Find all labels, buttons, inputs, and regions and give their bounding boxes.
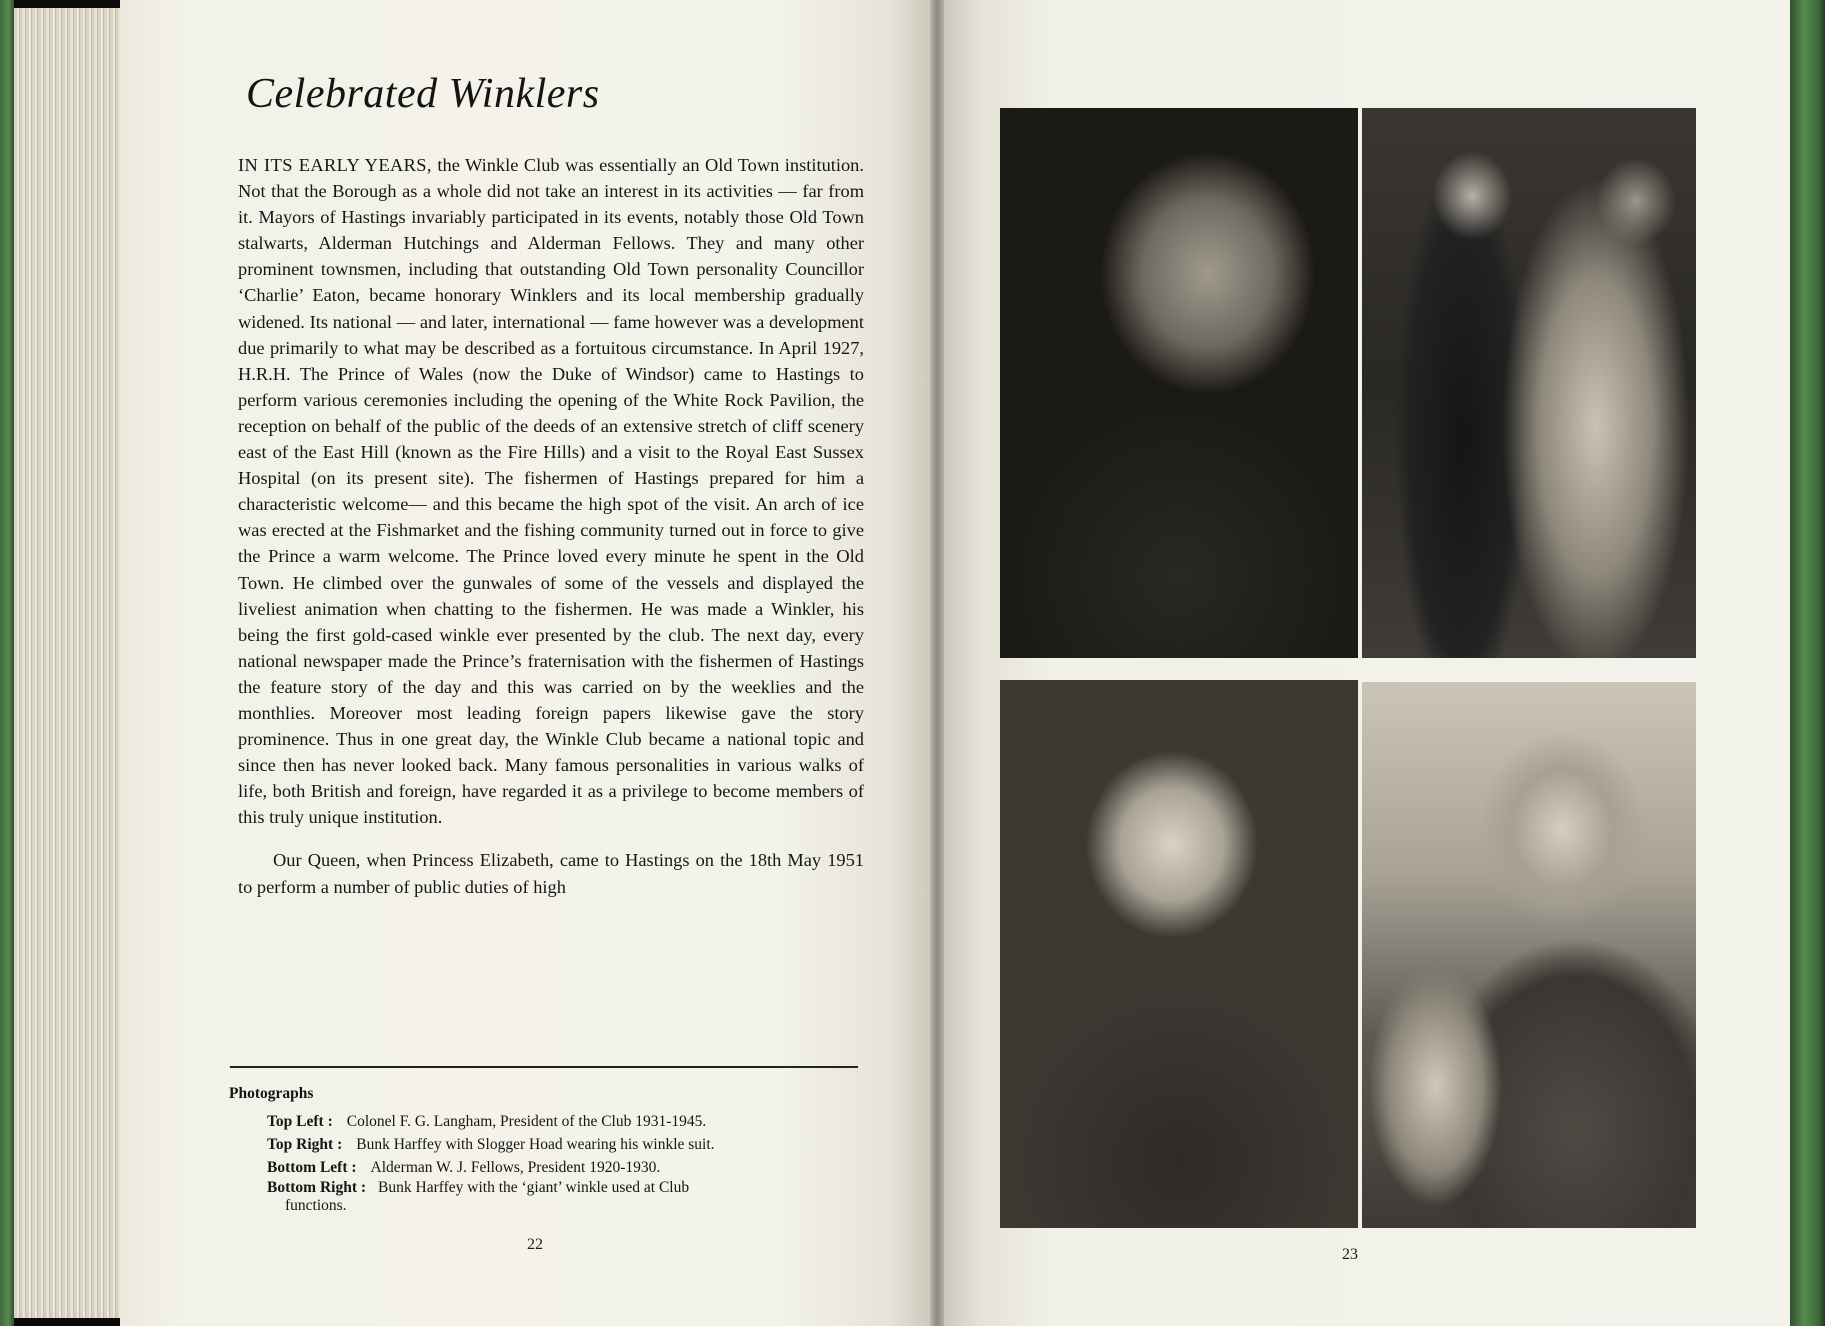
footnote-rule (230, 1066, 858, 1068)
caption-text: Bunk Harffey with the ‘giant’ winkle used at Club (378, 1179, 690, 1196)
book-cover-edge-left (0, 0, 14, 1326)
caption-key: Top Left : (267, 1113, 333, 1130)
caption-bottom-right (267, 1179, 859, 1215)
paragraph-2: Our Queen, when Princess Elizabeth, came to Hastings on the 18th May 1951 to perform a number of public duties of high (238, 850, 864, 897)
page-number-right: 23 (1342, 1246, 1358, 1263)
book-cover-edge-right (1790, 0, 1825, 1326)
paragraph-1 (238, 152, 864, 830)
photo-top-left-portrait (1000, 108, 1358, 658)
caption-text: Bunk Harffey with Slogger Hoad wearing his winkle suit. (356, 1136, 715, 1153)
caption-bottom-left (229, 1156, 859, 1179)
body-text (238, 152, 864, 900)
caption-key: Top Right : (267, 1136, 343, 1153)
page-edges (14, 8, 124, 1318)
photo-captions (229, 1110, 859, 1215)
page-title: Celebrated Winklers (246, 71, 600, 117)
paragraph-1-text: the Winkle Club was essentially an Old Town institution. Not that the Borough as a whole did not take an interest in its activities — far from it. Mayors of Hastings invariably participated in its events, notably those Old Town stalwarts, Alderman Hutchings and Alderman Fellows. They and many other prominent townsmen, including that outstanding Old Town personality Councillor ‘Charlie’ Eaton, became honorary Winklers and its local membership gradually widened. Its national — and later, international — fame however was a development due primarily to what may be described as a fortuitous circumstance. In April 1927, H.R.H. The Prince of Wales (now the Duke of Windsor) came to Hastings to perform various ceremonies including the opening of the White Rock Pavilion, the reception on behalf of the public of the deeds of an extensive stretch of cliff scenery east of the East Hill (known as the Fire Hills) and a visit to the Royal East Sussex Hospital (on its present site). The fishermen of Hastings prepared for him a characteristic welcome— and this became the high spot of the visit. An arch of ice was erected at the Fishmarket and the fishing community turned out in force to give the Prince a warm welcome. The Prince loved every minute he spent in the Old Town. He climbed over the gunwales of some of the vessels and displayed the liveliest animation when chatting to the fishermen. He was made a Winkler, his being the first gold-cased winkle ever presented by the club. The next day, every national newspaper made the Prince’s fraternisation with the fishermen of Hastings the feature story of the day and this was carried on by the weeklies and the monthlies. Moreover most leading foreign papers likewise gave the story prominence. Thus in one great day, the Winkle Club became a national topic and since then has never looked back. Many famous personalities in various walks of life, both British and foreign, have regarded it as a privilege to become members of this truly unique institution. (238, 155, 864, 828)
photographs-heading: Photographs (229, 1085, 314, 1102)
caption-top-left (229, 1110, 859, 1133)
caption-key: Bottom Right : (267, 1179, 367, 1196)
caption-text: Alderman W. J. Fellows, President 1920-1930. (370, 1159, 661, 1176)
caption-text-continued: functions. (285, 1197, 347, 1214)
book-gutter (930, 0, 944, 1326)
photo-top-right-handshake (1362, 108, 1696, 658)
photo-bottom-left-portrait (1000, 680, 1358, 1228)
caption-text: Colonel F. G. Langham, President of the Club 1931-1945. (346, 1113, 707, 1130)
caption-key: Bottom Left : (267, 1159, 357, 1176)
caption-top-right (229, 1133, 859, 1156)
paragraph-lead: IN ITS EARLY YEARS, (238, 155, 432, 175)
page-number-left: 22 (527, 1236, 543, 1253)
photo-bottom-right-giant-winkle (1362, 682, 1696, 1228)
